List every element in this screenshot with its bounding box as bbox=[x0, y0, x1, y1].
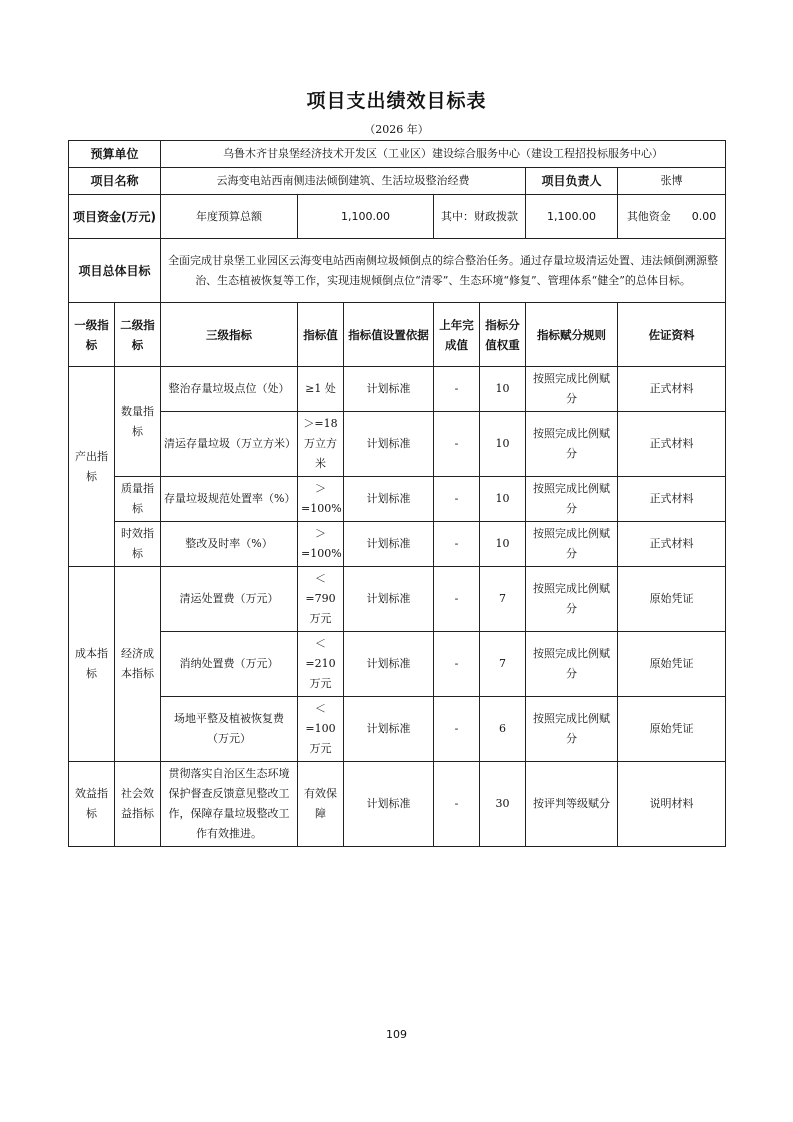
indicator-rule: 按照完成比例赋分 bbox=[526, 367, 618, 412]
annual-budget-value: 1,100.00 bbox=[298, 195, 434, 239]
indicator-value: ＜=790 万元 bbox=[298, 567, 344, 632]
indicator-weight: 10 bbox=[480, 412, 526, 477]
fiscal-value: 1,100.00 bbox=[526, 195, 618, 239]
indicator-evidence: 原始凭证 bbox=[618, 632, 726, 697]
indicator-header-row bbox=[69, 303, 726, 367]
goal-text: 全面完成甘泉堡工业园区云海变电站西南侧垃圾倾倒点的综合整治任务。通过存量垃圾清运处置、违法倾倒溯源整治、生态植被恢复等工作，实现违规倾倒点位“清零”、生态环境“修复”、管理体系“健全”的总体目标。 bbox=[161, 239, 726, 303]
table-row bbox=[69, 567, 726, 632]
indicator-evidence: 原始凭证 bbox=[618, 567, 726, 632]
page-title: 项目支出绩效目标表 bbox=[306, 90, 487, 112]
indicator-value: ＜=100 万元 bbox=[298, 697, 344, 762]
indicator-basis: 计划标准 bbox=[344, 567, 434, 632]
indicator-rule: 按照完成比例赋分 bbox=[526, 567, 618, 632]
table-row bbox=[69, 522, 726, 567]
funds-row bbox=[69, 195, 726, 239]
header-rule: 指标赋分规则 bbox=[526, 303, 618, 367]
group-quality: 质量指标 bbox=[115, 477, 161, 522]
indicator-name: 清运处置费（万元） bbox=[161, 567, 298, 632]
indicator-name: 存量垃圾规范处置率（%） bbox=[161, 477, 298, 522]
indicator-value: ＞=100% bbox=[298, 522, 344, 567]
table-row bbox=[69, 632, 726, 697]
indicator-last-year: - bbox=[434, 477, 480, 522]
indicator-evidence: 说明材料 bbox=[618, 762, 726, 847]
indicator-rule: 按照完成比例赋分 bbox=[526, 632, 618, 697]
indicator-evidence: 正式材料 bbox=[618, 367, 726, 412]
indicator-name: 场地平整及植被恢复费（万元） bbox=[161, 697, 298, 762]
header-basis: 指标值设置依据 bbox=[344, 303, 434, 367]
header-weight: 指标分值权重 bbox=[480, 303, 526, 367]
indicator-value: ＞=18 万立方米 bbox=[298, 412, 344, 477]
annual-budget-label: 年度预算总额 bbox=[161, 195, 298, 239]
indicator-last-year: - bbox=[434, 522, 480, 567]
project-name-label: 项目名称 bbox=[69, 168, 161, 195]
fiscal-label: 其中：财政拨款 bbox=[434, 195, 526, 239]
indicator-value: ≥1 处 bbox=[298, 367, 344, 412]
indicator-value: 有效保障 bbox=[298, 762, 344, 847]
goal-label: 项目总体目标 bbox=[69, 239, 161, 303]
table-row bbox=[69, 367, 726, 412]
indicator-rule: 按照完成比例赋分 bbox=[526, 477, 618, 522]
group-benefit: 效益指标 bbox=[69, 762, 115, 847]
performance-table bbox=[68, 140, 726, 847]
group-quantity: 数量指标 bbox=[115, 367, 161, 477]
indicator-evidence: 正式材料 bbox=[618, 412, 726, 477]
header-level1: 一级指标 bbox=[69, 303, 115, 367]
indicator-rule: 按评判等级赋分 bbox=[526, 762, 618, 847]
table-row bbox=[69, 412, 726, 477]
indicator-last-year: - bbox=[434, 567, 480, 632]
other-funds-cell bbox=[618, 195, 726, 239]
indicator-rule: 按照完成比例赋分 bbox=[526, 412, 618, 477]
header-value: 指标值 bbox=[298, 303, 344, 367]
indicator-name: 整治存量垃圾点位（处） bbox=[161, 367, 298, 412]
budget-unit-value: 乌鲁木齐甘泉堡经济技术开发区（工业区）建设综合服务中心（建设工程招投标服务中心） bbox=[161, 141, 726, 168]
project-leader-value: 张博 bbox=[618, 168, 726, 195]
budget-unit-row bbox=[69, 141, 726, 168]
indicator-name: 清运存量垃圾（万立方米） bbox=[161, 412, 298, 477]
indicator-rule: 按照完成比例赋分 bbox=[526, 697, 618, 762]
indicator-name: 贯彻落实自治区生态环境保护督查反馈意见整改工作，保障存量垃圾整改工作有效推进。 bbox=[161, 762, 298, 847]
indicator-basis: 计划标准 bbox=[344, 412, 434, 477]
indicator-weight: 7 bbox=[480, 632, 526, 697]
indicator-name: 整改及时率（%） bbox=[161, 522, 298, 567]
project-name-value: 云海变电站西南侧违法倾倒建筑、生活垃圾整治经费 bbox=[161, 168, 526, 195]
project-leader-label: 项目负责人 bbox=[526, 168, 618, 195]
indicator-basis: 计划标准 bbox=[344, 697, 434, 762]
indicator-basis: 计划标准 bbox=[344, 632, 434, 697]
indicator-basis: 计划标准 bbox=[344, 522, 434, 567]
funds-label: 项目资金(万元) bbox=[69, 195, 161, 239]
indicator-value: ＞=100% bbox=[298, 477, 344, 522]
indicator-basis: 计划标准 bbox=[344, 367, 434, 412]
indicator-last-year: - bbox=[434, 412, 480, 477]
header-evidence: 佐证资料 bbox=[618, 303, 726, 367]
indicator-last-year: - bbox=[434, 632, 480, 697]
year-label: （2026 年） bbox=[364, 123, 429, 136]
group-economic-cost: 经济成本指标 bbox=[115, 567, 161, 762]
project-name-row bbox=[69, 168, 726, 195]
indicator-evidence: 正式材料 bbox=[618, 477, 726, 522]
header-level2: 二级指标 bbox=[115, 303, 161, 367]
indicator-last-year: - bbox=[434, 697, 480, 762]
header-level3: 三级指标 bbox=[161, 303, 298, 367]
group-social-benefit: 社会效益指标 bbox=[115, 762, 161, 847]
indicator-last-year: - bbox=[434, 367, 480, 412]
indicator-evidence: 正式材料 bbox=[618, 522, 726, 567]
group-timeliness: 时效指标 bbox=[115, 522, 161, 567]
indicator-value: ＜=210 万元 bbox=[298, 632, 344, 697]
table-row bbox=[69, 477, 726, 522]
budget-unit-label: 预算单位 bbox=[69, 141, 161, 168]
indicator-weight: 10 bbox=[480, 367, 526, 412]
page-number: 109 bbox=[386, 1028, 407, 1041]
indicator-basis: 计划标准 bbox=[344, 477, 434, 522]
indicator-weight: 6 bbox=[480, 697, 526, 762]
goal-row bbox=[69, 239, 726, 303]
header-last-year: 上年完成值 bbox=[434, 303, 480, 367]
indicator-weight: 10 bbox=[480, 477, 526, 522]
indicator-weight: 7 bbox=[480, 567, 526, 632]
indicator-basis: 计划标准 bbox=[344, 762, 434, 847]
group-cost: 成本指标 bbox=[69, 567, 115, 762]
other-funds-value: 0.00 bbox=[691, 209, 717, 223]
indicator-name: 消纳处置费（万元） bbox=[161, 632, 298, 697]
table-row bbox=[69, 697, 726, 762]
group-output: 产出指标 bbox=[69, 367, 115, 567]
other-funds-label: 其他资金 bbox=[626, 209, 671, 223]
indicator-weight: 10 bbox=[480, 522, 526, 567]
table-row bbox=[69, 762, 726, 847]
indicator-rule: 按照完成比例赋分 bbox=[526, 522, 618, 567]
indicator-evidence: 原始凭证 bbox=[618, 697, 726, 762]
indicator-last-year: - bbox=[434, 762, 480, 847]
indicator-weight: 30 bbox=[480, 762, 526, 847]
